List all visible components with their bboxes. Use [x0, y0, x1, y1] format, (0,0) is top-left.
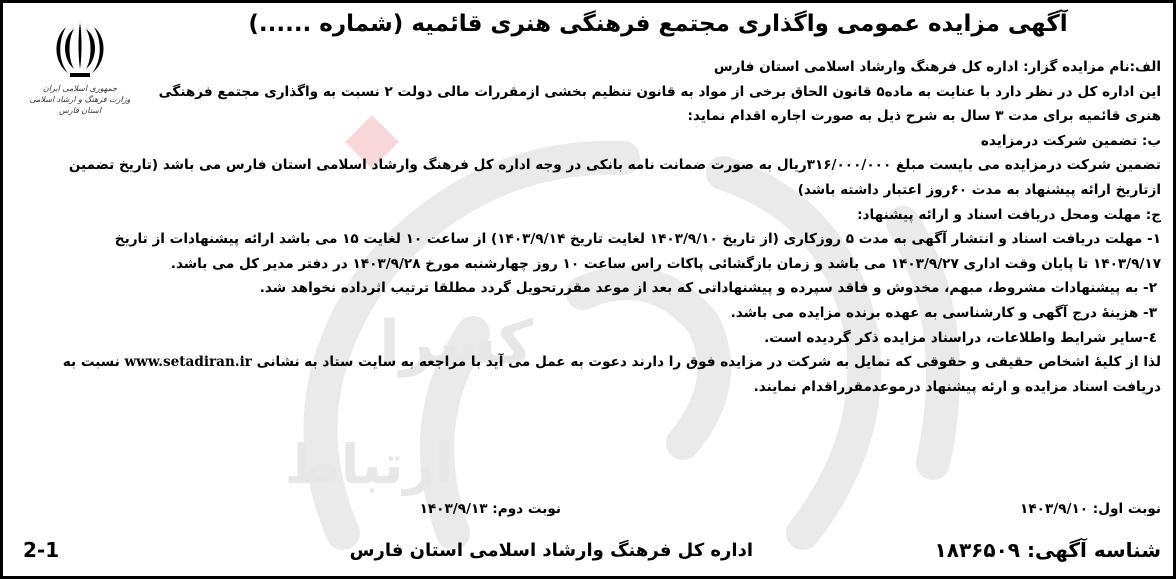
deadline-item-4: ٤-سایر شرایط واطلاعات، دراسناد مزایده ذکر گردیده است. [764, 329, 1157, 346]
second-round-date: نوبت دوم: ۱۴۰۳/۹/۱۳ [419, 501, 561, 517]
ad-title: آگهی مزایده عمومی واگذاری مجتمع فرهنگی هنری قائمیه (شماره ......) [248, 11, 1068, 37]
guarantee-line-1: تضمین شرکت درمزایده می بایست مبلغ ۳۱۶/۰۰۰/۰۰۰ریال به صورت ضمانت نامه بانکی در وجه اداره کل فرهنگ وارشاد اسلامی استان فارس می باشد (تاریخ تضمین [68, 157, 1161, 174]
intro-line-1: این اداره کل در نظر دارد با عنایت به ماده۵ قانون الحاق برخی از مواد به قانون تنظیم بخشی ازمقررات مالی دولت ۲ نسبت به واگذاری مجتمع فرهنگی [158, 83, 1161, 100]
first-round-date: نوبت اول: ۱۴۰۳/۹/۱۰ [1020, 501, 1161, 517]
emblem-caption-1: جمهوری اسلامی ایران [42, 84, 118, 93]
invitation-line-1 [15, 350, 1161, 375]
ad-code: 2-1 [23, 538, 60, 562]
svg-text:کسرا: کسرا [379, 308, 533, 378]
ad-id: شناسه آگهی: ۱۸۳۶۵۰۹ [934, 538, 1161, 562]
guarantee-heading: ب: تضمین شرکت درمزایده [980, 132, 1161, 149]
intro-line-2: هنری قائمیه برای مدت ۳ سال به شرح ذیل به صورت اجاره اقدام نماید: [687, 108, 1161, 125]
deadline-item-1a: ۱- مهلت دریافت اسناد و انتشار آگهی به مدت ۵ روزکاری (از تاریخ ۱۴۰۳/۹/۱۰ لغایت تاریخ ۱۴۰۳/۹/۱۴) از ساعت ۱۰ لغایت ۱۵ می باشد ارائه پیشنهادات از تاریخ [114, 231, 1161, 248]
ad-footer [3, 532, 1173, 576]
invitation-text-end: نسبت به [62, 354, 125, 371]
deadline-item-1b: ۱۴۰۳/۹/۱۷ تا پایان وقت اداری ۱۴۰۳/۹/۲۷ می باشد و زمان بازگشائی پاکات راس ساعت ۱۰ روز چهارشنبه مورخ ۱۴۰۳/۹/۲۸ در دفتر مدیر کل می باشد. [170, 255, 1161, 272]
deadline-heading: ج: مهلت ومحل دریافت اسناد و ارائه پیشنهاد: [857, 206, 1161, 223]
invitation-text: لذا از کلیۀ اشخاص حقیقی و حقوقی که تمایل به شرکت در مزایده فوق را دارند دعوت به عمل می آید با مراجعه به سایت ستاد به نشانی [251, 354, 1161, 371]
setad-website-link[interactable]: www.setadiran.ir [124, 354, 252, 371]
auctioneer-line: الف:نام مزایده گزار: اداره کل فرهنگ وارشاد اسلامی استان فارس [713, 59, 1161, 75]
deadline-item-3: ۳- هزینۀ درج آگهی و کارشناسی به عهده برنده مزایده می باشد. [730, 304, 1157, 321]
organization-name: اداره کل فرهنگ وارشاد اسلامی استان فارس [349, 540, 753, 561]
svg-text:ارتباط: ارتباط [284, 433, 453, 496]
emblem-caption-3: استان فارس [58, 106, 102, 115]
emblem-caption-2: وزارت فرهنگ و ارشاد اسلامی [29, 95, 131, 104]
ad-body [17, 55, 1161, 399]
invitation-line-2: دریافت اسناد مزایده و ارئه پیشنهاد درموعدمقرراقدام نمایند. [753, 378, 1161, 395]
publication-rounds [17, 501, 1161, 525]
deadline-item-2: ۲- به پیشنهادات مشروط، مبهم، مخدوش و فاقد سپرده و پیشنهاداتی که بعد از موعد مقررتحویل گردد مطلقا ترتیب اثرداده نخواهد شد. [259, 280, 1157, 297]
guarantee-line-2: ازتاریخ ارائه پیشنهاد به مدت ۶۰روز اعتبار داشته باشد) [797, 181, 1161, 198]
